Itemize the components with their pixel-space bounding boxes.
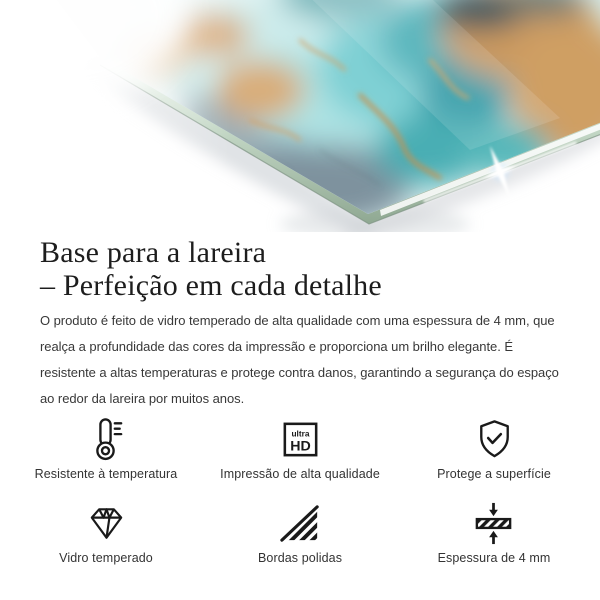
feature-temperature [35, 416, 178, 482]
ultra-hd-icon [277, 416, 324, 463]
product-description: O produto é feito de vidro temperado de alta qualidade com uma espessura de 4 mm, que realça a profundidade das cores da impressão e proporciona um brilho elegante. É resistente a altas temperaturas e protege contra danos, garantindo a segurança do espaço ao redor da lareira por muitos anos. [40, 313, 559, 406]
feature-thickness [438, 500, 551, 566]
shield-check-icon [471, 416, 518, 463]
thickness-icon [470, 500, 517, 547]
feature-label: Bordas polidas [257, 551, 343, 565]
page-title [40, 236, 560, 302]
white-fade-overlay [0, 0, 340, 232]
diamond-icon [83, 500, 130, 547]
page-title-line2: – Perfeição em cada detalhe [40, 269, 382, 302]
feature-label: Vidro temperado [59, 551, 153, 565]
features-grid [9, 416, 560, 566]
glass-panel-artwork [0, 0, 600, 232]
page-title-line1: Base para a lareira [40, 236, 267, 269]
product-info-section [0, 232, 600, 566]
feature-surface-protection [437, 416, 551, 482]
product-photo [0, 0, 600, 232]
ultra-hd-icon-text-top: ultra [290, 428, 310, 439]
ultra-hd-icon-text-bottom: HD [289, 438, 311, 455]
feature-label: Resistente à temperatura [34, 467, 178, 481]
polished-edges-icon [277, 500, 324, 547]
feature-polished-edges [258, 500, 342, 566]
feature-label: Impressão de alta qualidade [220, 467, 380, 481]
feature-label: Espessura de 4 mm [437, 551, 551, 565]
feature-tempered-glass [59, 500, 153, 566]
feature-print-quality [220, 416, 380, 482]
thermometer-icon [82, 416, 129, 463]
feature-label: Protege a superfície [437, 467, 551, 481]
